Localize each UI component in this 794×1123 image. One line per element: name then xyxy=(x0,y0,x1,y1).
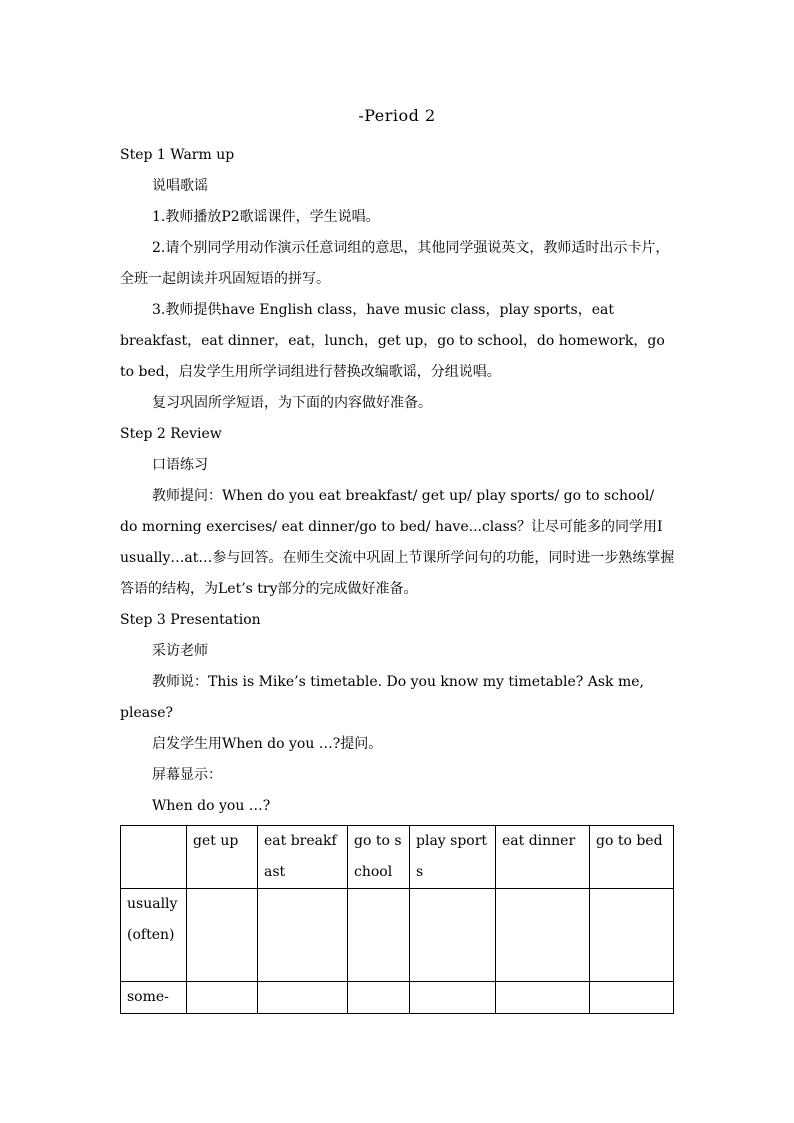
document-title: -Period 2 xyxy=(358,106,436,125)
table-header-cell xyxy=(121,826,187,889)
table-cell xyxy=(258,889,348,982)
table-header-cell: go to bed xyxy=(590,826,674,889)
timetable-table xyxy=(120,825,674,1014)
table-cell xyxy=(590,982,674,1014)
table-cell xyxy=(410,982,496,1014)
table-cell xyxy=(496,889,590,982)
paragraph: 屏幕显示： xyxy=(152,767,222,783)
paragraph: When do you …? xyxy=(152,798,271,814)
table-cell: usually(often) xyxy=(121,889,187,982)
table-cell xyxy=(410,889,496,982)
step2-heading: Step 2 Review xyxy=(120,426,222,442)
paragraph: 口语练习 xyxy=(152,457,208,473)
table-header-cell: get up xyxy=(187,826,258,889)
paragraph: 教师说：This is Mike’s timetable. Do you know my timetable? Ask me, please? xyxy=(120,674,644,721)
paragraph: 教师提问：When do you eat breakfast/ get up/ play sports/ go to school/ do morning exercises/ eat dinner/go to bed/ have...class？让尽可能多的同学用I usually…at…参与回答。在师生交流中巩固上节课所学问句的功能，同时进一步熟练掌握答语的结构，为Let’s try部分的完成做好准备。 xyxy=(120,488,675,597)
table-cell xyxy=(496,982,590,1014)
table-row xyxy=(121,982,674,1014)
table-header-cell: eat dinner xyxy=(496,826,590,889)
step1-heading: Step 1 Warm up xyxy=(120,147,235,163)
paragraph: 3.教师提供have English class，have music class，play sports，eat breakfast，eat dinner，eat，lunch，get up，go to school，do homework，go to bed，启发学生用所学词组进行替换改编歌谣，分组说唱。 xyxy=(120,302,665,380)
table-header-cell: eat breakfast xyxy=(258,826,348,889)
paragraph: 2.请个别同学用动作演示任意词组的意思，其他同学强说英文，教师适时出示卡片，全班一起朗读并巩固短语的拼写。 xyxy=(120,240,670,287)
paragraph: 复习巩固所学短语，为下面的内容做好准备。 xyxy=(152,395,432,411)
table-header-cell: play sports xyxy=(410,826,496,889)
table-cell: some- xyxy=(121,982,187,1014)
table-row xyxy=(121,889,674,982)
paragraph: 采访老师 xyxy=(152,643,208,659)
document-body xyxy=(120,140,675,822)
step3-heading: Step 3 Presentation xyxy=(120,612,261,628)
table-cell xyxy=(258,982,348,1014)
paragraph: 启发学生用When do you …?提问。 xyxy=(152,736,383,752)
table-header-cell: go to school xyxy=(348,826,410,889)
table-cell xyxy=(187,982,258,1014)
table-cell xyxy=(187,889,258,982)
paragraph: 说唱歌谣 xyxy=(152,178,208,194)
table-cell xyxy=(590,889,674,982)
table-header-row xyxy=(121,826,674,889)
table-cell xyxy=(348,982,410,1014)
paragraph: 1.教师播放P2歌谣课件，学生说唱。 xyxy=(152,209,380,225)
table-cell xyxy=(348,889,410,982)
